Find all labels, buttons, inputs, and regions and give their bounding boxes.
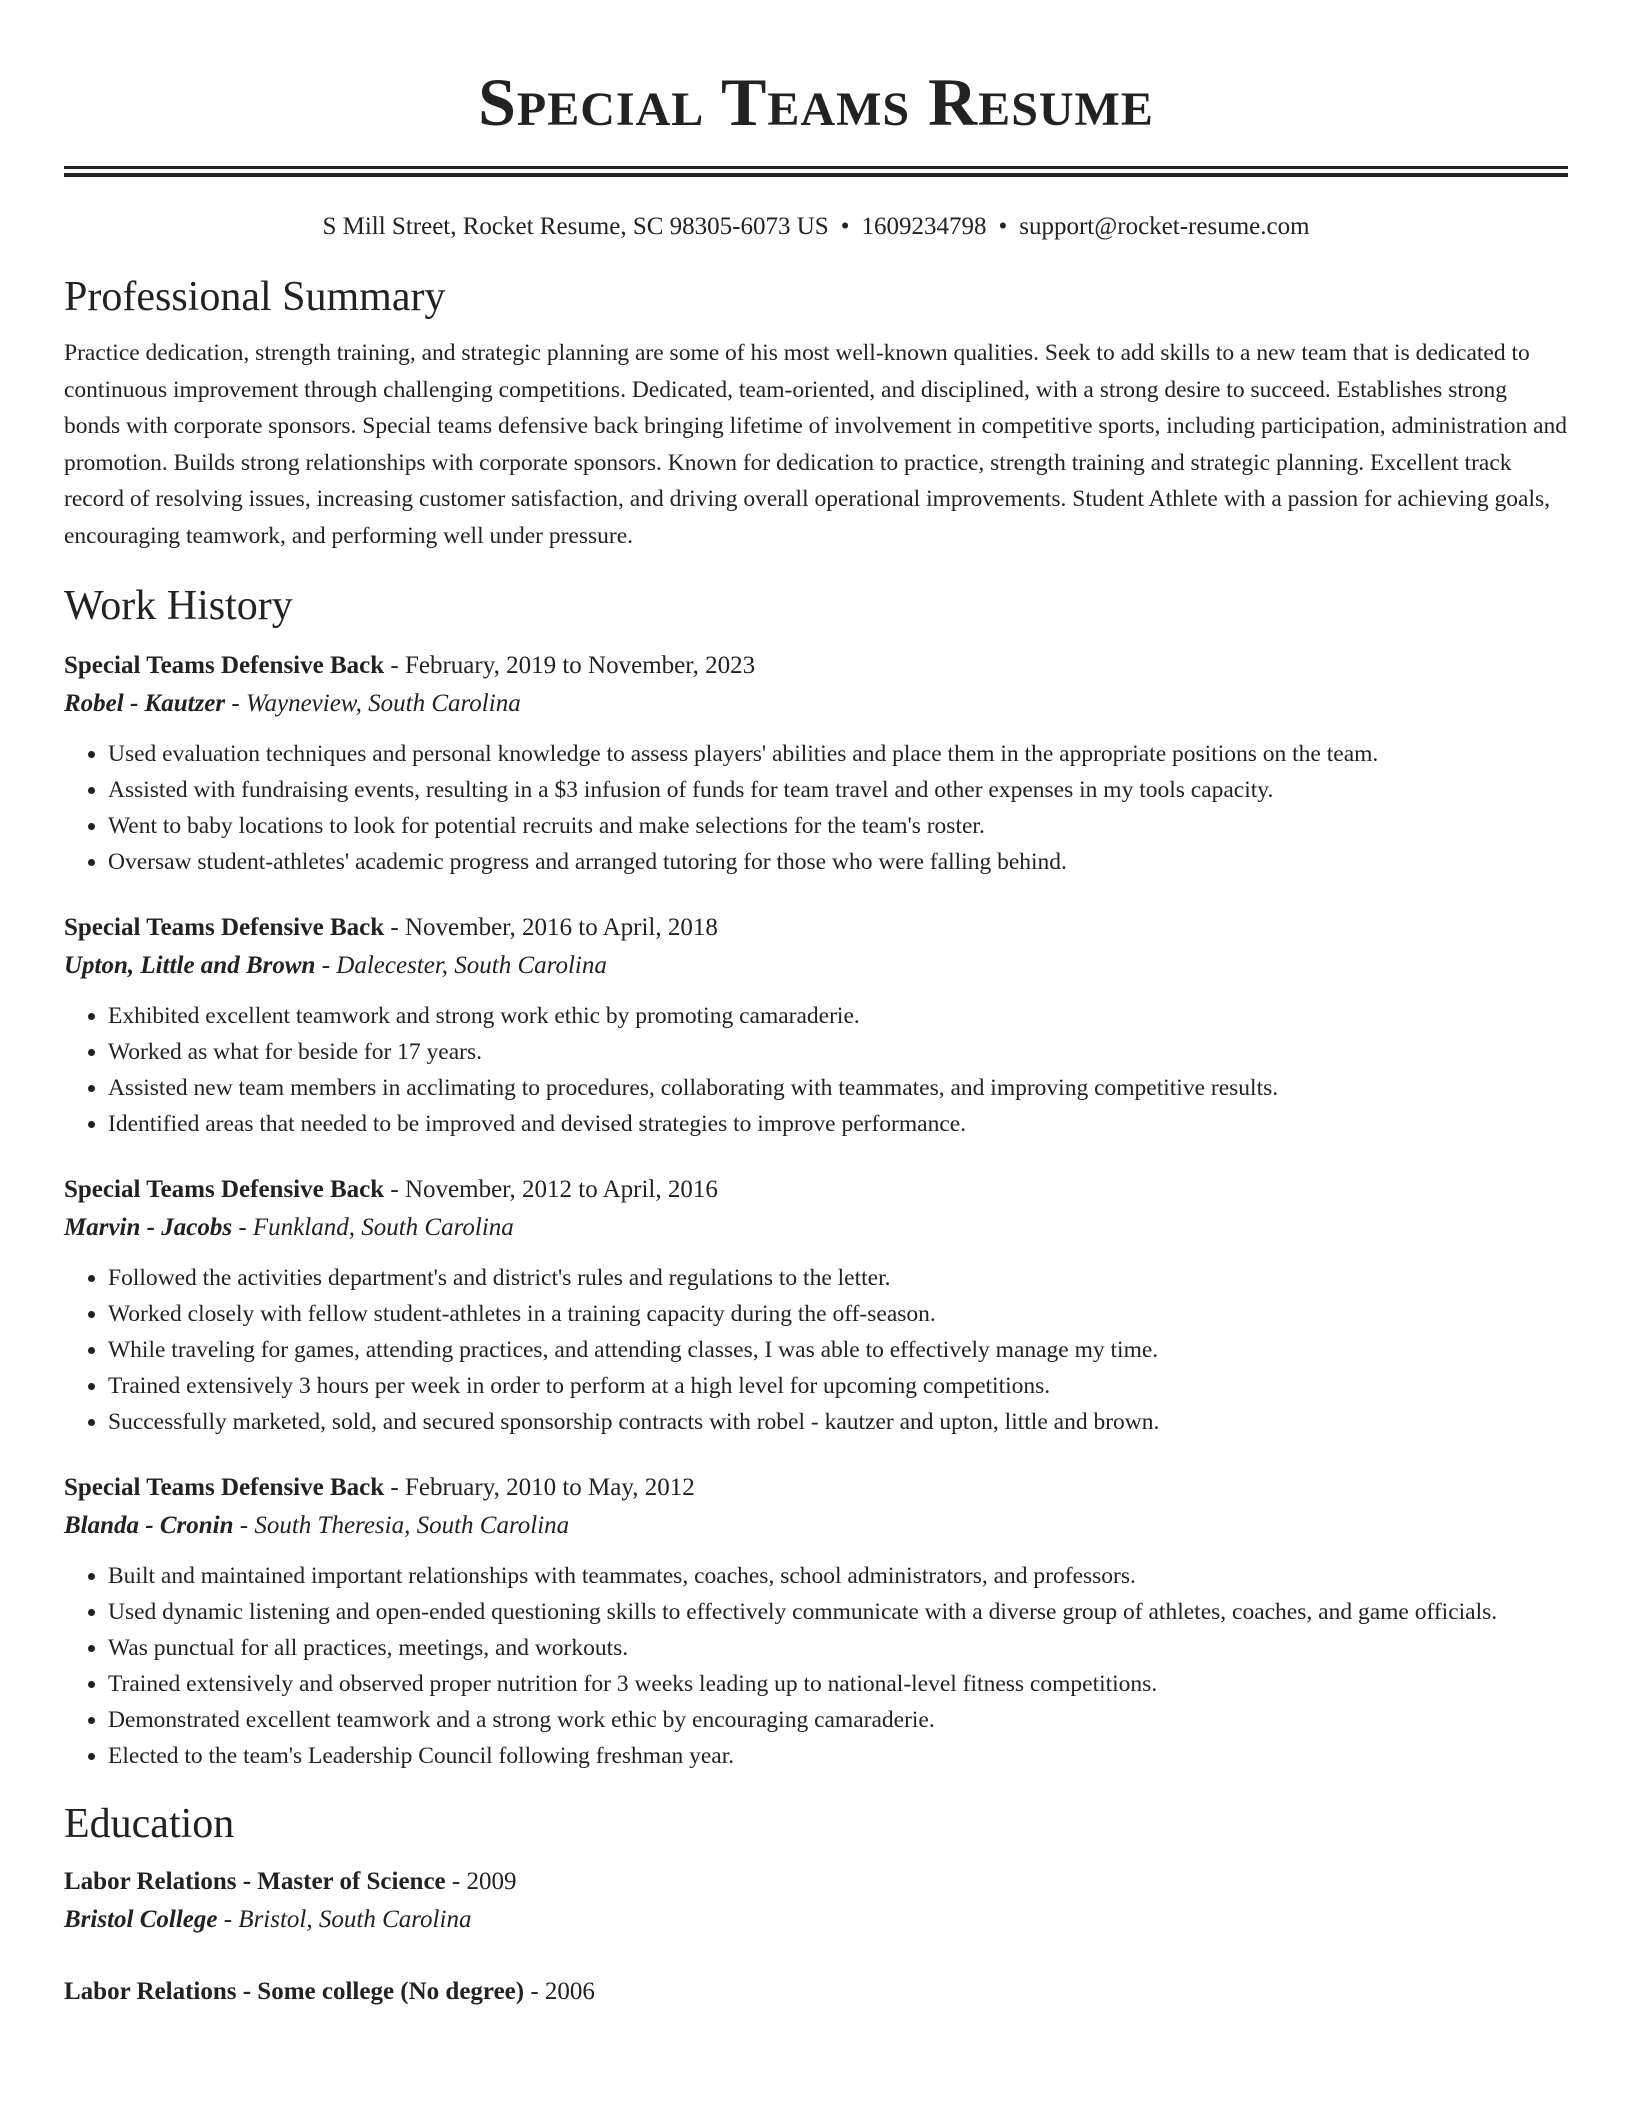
job-entry: [64, 1172, 1568, 1440]
job-bullet: • Built and maintained important relationships with teammates, coaches, school administrators, and professors.: [108, 1558, 1568, 1594]
job-bullet: • Oversaw student-athletes' academic progress and arranged tutoring for those who were falling behind.: [108, 844, 1568, 880]
job-dates: - November, 2012 to April, 2016: [384, 1176, 718, 1203]
job-bullet: • Exhibited excellent teamwork and strong work ethic by promoting camaraderie.: [108, 998, 1568, 1034]
contact-separator: •: [840, 213, 850, 240]
education-school: Bristol College: [64, 1906, 218, 1933]
summary-text: Practice dedication, strength training, and strategic planning are some of his most well-known qualities. Seek to add skills to a new team that is dedicated to continuous improvement through challenging competitions. Dedicated, team-oriented, and disciplined, with a strong desire to succeed. Establishes strong bonds with corporate sponsors. Special teams defensive back bringing lifetime of involvement in competitive sports, including participation, administration and promotion. Builds strong relationships with corporate sponsors. Known for dedication to practice, strength training and strategic planning. Excellent track record of resolving issues, increasing customer satisfaction, and driving overall operational improvements. Student Athlete with a passion for achieving goals, encouraging teamwork, and performing well under pressure.: [64, 340, 1568, 549]
job-role: Special Teams Defensive Back: [64, 914, 385, 941]
job-header: [64, 648, 1568, 684]
job-entry: [64, 648, 1568, 880]
education-heading: Education: [64, 1801, 235, 1847]
job-header: [64, 1470, 1568, 1506]
job-bullet: • Used evaluation techniques and personal knowledge to assess players' abilities and place them in the appropriate positions on the team.: [108, 736, 1568, 772]
job-dates: - November, 2016 to April, 2018: [384, 914, 718, 941]
job-bullet: • Went to baby locations to look for potential recruits and make selections for the team's roster.: [108, 808, 1568, 844]
job-location: - Wayneview, South Carolina: [225, 690, 521, 717]
job-bullet: • Trained extensively and observed proper nutrition for 3 weeks leading up to national-level fitness competitions.: [108, 1666, 1568, 1702]
job-bullets: [64, 1558, 1568, 1774]
job-role: Special Teams Defensive Back: [64, 1176, 385, 1203]
job-location: - Funkland, South Carolina: [232, 1214, 514, 1241]
education-school-line: [64, 1900, 1568, 1940]
job-bullet: • Trained extensively 3 hours per week in order to perform at a high level for upcoming competitions.: [108, 1368, 1568, 1404]
job-bullet: • Demonstrated excellent teamwork and a strong work ethic by encouraging camaraderie.: [108, 1702, 1568, 1738]
job-employer: [64, 684, 1568, 724]
job-dates: - February, 2010 to May, 2012: [384, 1474, 695, 1501]
job-bullets: [64, 998, 1568, 1142]
job-bullets: [64, 736, 1568, 880]
job-dates: - February, 2019 to November, 2023: [384, 652, 756, 679]
education-year: - 2006: [524, 1978, 595, 2005]
education-header: [64, 1974, 1568, 2010]
job-employer: [64, 946, 1568, 986]
work-history-heading: Work History: [64, 583, 293, 629]
job-company: Marvin - Jacobs: [64, 1214, 233, 1241]
contact-phone: 1609234798: [861, 213, 987, 240]
job-entry: [64, 1470, 1568, 1774]
job-header: [64, 910, 1568, 946]
job-company: Robel - Kautzer: [64, 690, 226, 717]
contact-address: S Mill Street, Rocket Resume, SC 98305-6073 US: [322, 213, 829, 240]
job-bullet: • Assisted new team members in acclimating to procedures, collaborating with teammates, and improving competitive results.: [108, 1070, 1568, 1106]
job-employer: [64, 1208, 1568, 1248]
title-divider: [64, 166, 1568, 177]
job-bullet: • Was punctual for all practices, meetings, and workouts.: [108, 1630, 1568, 1666]
job-company: Blanda - Cronin: [64, 1512, 234, 1539]
job-location: - South Theresia, South Carolina: [233, 1512, 570, 1539]
job-bullet: • Assisted with fundraising events, resulting in a $3 infusion of funds for team travel and other expenses in my tools capacity.: [108, 772, 1568, 808]
education-header: [64, 1864, 1568, 1900]
job-bullet: • While traveling for games, attending practices, and attending classes, I was able to effectively manage my time.: [108, 1332, 1568, 1368]
education-degree: Labor Relations - Master of Science: [64, 1868, 446, 1895]
job-bullet: • Worked closely with fellow student-athletes in a training capacity during the off-season.: [108, 1296, 1568, 1332]
job-bullet: • Identified areas that needed to be improved and devised strategies to improve performance.: [108, 1106, 1568, 1142]
job-bullet: • Elected to the team's Leadership Council following freshman year.: [108, 1738, 1568, 1774]
resume-title: Special Teams Resume: [478, 64, 1154, 140]
job-company: Upton, Little and Brown: [64, 952, 316, 979]
contact-line: [64, 211, 1568, 243]
education-location: - Bristol, South Carolina: [217, 1906, 472, 1933]
job-bullet: • Worked as what for beside for 17 years.: [108, 1034, 1568, 1070]
education-entry: [64, 1864, 1568, 1940]
summary-heading: Professional Summary: [64, 274, 446, 320]
job-entry: [64, 910, 1568, 1142]
education-entry: [64, 1974, 1568, 2010]
education-degree: Labor Relations - Some college (No degree): [64, 1978, 525, 2005]
education-year: - 2009: [445, 1868, 517, 1895]
job-bullets: [64, 1260, 1568, 1440]
resume-page: [64, 0, 1568, 2010]
contact-separator: •: [998, 213, 1008, 240]
job-role: Special Teams Defensive Back: [64, 652, 385, 679]
job-bullet: • Used dynamic listening and open-ended questioning skills to effectively communicate with a diverse group of athletes, coaches, and game officials.: [108, 1594, 1568, 1630]
contact-email: support@rocket-resume.com: [1019, 213, 1310, 240]
job-employer: [64, 1506, 1568, 1546]
job-header: [64, 1172, 1568, 1208]
job-role: Special Teams Defensive Back: [64, 1474, 385, 1501]
job-bullet: • Successfully marketed, sold, and secured sponsorship contracts with robel - kautzer and upton, little and brown.: [108, 1404, 1568, 1440]
job-location: - Dalecester, South Carolina: [315, 952, 607, 979]
job-bullet: • Followed the activities department's and district's rules and regulations to the letter.: [108, 1260, 1568, 1296]
